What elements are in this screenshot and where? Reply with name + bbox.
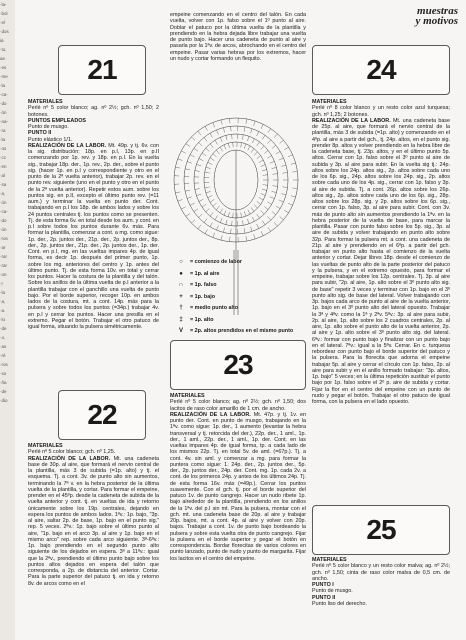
legend-label: = 1p. falso <box>190 282 217 288</box>
edge-text-fragment: ·ón <box>0 227 7 232</box>
stitch-mark <box>208 196 213 198</box>
legend-label: = comienzo de labor <box>190 259 242 265</box>
stitch-mark <box>206 148 210 152</box>
stitch-mark <box>252 139 254 143</box>
stitch-mark <box>273 186 278 187</box>
edge-text-fragment: ·la- <box>0 2 7 7</box>
stitch-mark <box>202 153 206 156</box>
legend-item <box>176 280 293 292</box>
stitch-mark <box>288 203 293 205</box>
stitch-mark <box>261 146 264 150</box>
stitch-mark <box>199 158 203 160</box>
stitch-mark <box>233 213 234 218</box>
legend-item <box>176 292 293 304</box>
edge-text-fragment: ae <box>0 56 6 61</box>
edge-text-fragment: ·el <box>0 20 6 25</box>
stitch-mark <box>244 127 245 132</box>
stitch-mark <box>220 218 222 223</box>
stitch-mark <box>244 144 246 149</box>
stitch-mark <box>261 124 263 129</box>
stitch-mark <box>230 118 231 123</box>
stitch-mark <box>246 119 247 124</box>
pattern-22-continuation: empeine comenzando en el centro del talón. En cada vuelta, volver con 1p. falso sobre el 1º punto al aire. Doblar el patuco por la última vuelta de la plantilla y prendiendo en la hebra dejada libre trabajar una vuelta de punto bajo. Hacer una cadeneta de punto al aire y pasarla por la 1ªv. de arcos, abrochando en el centro del empeine. Pasar varias hebras por los extremos, hacer un nudo y cortar formando un flequito. <box>170 12 306 62</box>
edge-text-fragment: ·ra <box>0 128 6 133</box>
stitch-mark <box>248 146 250 151</box>
stitch-mark <box>181 207 185 209</box>
stitch-mark <box>280 140 284 143</box>
edge-text-fragment: ·r <box>0 281 3 286</box>
stitch-mark <box>186 144 190 147</box>
stitch-mark <box>199 214 203 218</box>
pattern-number-box-22 <box>58 390 146 440</box>
stitch-mark <box>244 211 246 216</box>
stitch-mark <box>197 164 202 166</box>
stitch-mark <box>264 206 268 209</box>
stitch-mark <box>210 133 213 137</box>
stitch-mark <box>283 187 288 188</box>
stitch-mark <box>197 194 202 196</box>
stitch-mark <box>252 217 254 221</box>
pattern-number: 24 <box>366 54 396 85</box>
edge-text-fragment: ·en <box>0 164 7 169</box>
stitch-mark <box>226 135 227 140</box>
stitch-mark <box>270 197 275 199</box>
stitch-mark <box>272 191 277 192</box>
pattern-number: 21 <box>87 54 117 85</box>
legend-label: = 1p. alto <box>190 316 214 323</box>
stitch-mark <box>267 202 271 205</box>
edge-text-fragment: ·la <box>0 137 6 142</box>
stitch-mark <box>261 165 266 167</box>
edge-text-fragment: ·de <box>0 326 7 331</box>
stitch-mark <box>273 174 278 175</box>
edge-text-fragment: ·dos <box>0 29 9 34</box>
stitch-mark <box>185 169 190 170</box>
stitch-mark <box>221 235 222 240</box>
stitch-mark <box>186 214 190 217</box>
stitch-mark <box>187 197 192 199</box>
pattern-number: 25 <box>366 514 396 545</box>
edge-text-fragment: ·sa <box>0 182 7 187</box>
edge-text-fragment: ·to, <box>0 47 7 52</box>
stitch-mark <box>280 217 284 220</box>
stitch-mark <box>190 155 194 157</box>
edge-text-fragment: ·o, <box>0 335 6 340</box>
legend-symbol: ● <box>179 270 183 277</box>
stitch-mark <box>223 128 224 133</box>
legend-symbol: V <box>178 328 183 334</box>
pattern-23-text: MATERIALES Perlé nº 5 color blanco; ag. nº 2½; gch. nº 1,50; dos lacitos de raso color amarillo de 1 cm. de ancho. REALIZACIÓN DE LA LABOR. Mt. 47p. y tj. 1v. en punto der. Cont. en punto de musgo, trabajando en la 1ªv. como sigue: 1p. der., 1 aumento (levantar la hebra transversal y tj. retorcida del der.), 22p. der., 1 aml., 1p. der., 1 aml., 22p. der., 1 aml., 1p. der. Cont. en las vueltas impares 4p. de igual forma, tp. a cada lado de los mismos 22p. Tj. en total 5v. de aml. (=67p.). Tj. a cont. 4v. sin aml. y comenzar a mg. para formar la puntera como sigue: 1. 24p. der., 2p. juntos der., 5p. der., 2p. juntos der., 24p. der. Cont. mg. 1p. cada 2v. a cont. de los primeros 24p. y antes de los últimos 24p. Tj. de esta forma 16v. más (=49p.). Cerrar los puntos suavemente. Con el gch. tj. por el borde superior del patuco 1v. de punto cangrejo. Hacer un nudo ribete 1p. bajo alrededor de la plantilla, prendiendo en los anillos de la 1ªv. del p.I sin mt. Para la pulsera, montar con el gch. mt. una cadeneta base de 20p. al aire y trabajar 20p. bajos, mt. a cont. 4p. al aire y volver con 20p. bajos. Trabajar a cont. 1v. de punto bajo bordeando la pulsera y sobre esta vuelta otra de punto cangrejo. Fijar la pulsera en el borde superior y pegar el botón en correspondencia. Bordar florecitas de varios colores en punto lanzado, punto de nudo y punto de margarita. Fijar los lacitos en el centro del empeine. <box>170 393 306 562</box>
stitch-mark <box>232 134 233 139</box>
stitch-mark <box>204 137 207 141</box>
legend-label: = 1p. bajo <box>190 293 216 300</box>
stitch-mark <box>216 150 219 154</box>
stitch-mark <box>241 213 242 218</box>
stitch-mark <box>247 219 249 224</box>
stitch-mark <box>262 135 265 139</box>
stitch-mark <box>217 130 219 135</box>
stitch-mark <box>262 221 265 225</box>
legend-item <box>176 303 293 315</box>
pattern-number-box-23 <box>170 340 306 390</box>
stitch-mark <box>281 165 286 166</box>
stitch-mark <box>272 145 276 148</box>
stitch-mark <box>254 121 256 126</box>
stitch-mark <box>210 199 214 202</box>
edge-text-fragment: ·me <box>0 74 8 79</box>
stitch-mark <box>216 206 219 210</box>
stitch-mark <box>191 137 195 141</box>
edge-text-fragment: ·al <box>0 173 6 178</box>
stitch-mark <box>175 167 180 168</box>
legend-item <box>176 269 293 281</box>
legend-symbol: ‡ <box>179 316 183 323</box>
stitch-mark <box>210 158 214 161</box>
edge-text-fragment: ·as <box>0 344 7 349</box>
stitch-mark <box>213 154 217 158</box>
stitch-mark <box>267 140 270 144</box>
edge-text-fragment: ·bol <box>0 11 8 16</box>
stitch-mark <box>241 143 242 148</box>
stitch-mark <box>257 132 259 137</box>
legend-item <box>176 257 293 269</box>
stitch-mark <box>283 173 288 174</box>
pattern-number-box-24 <box>312 45 450 95</box>
stitch-mark <box>206 209 210 213</box>
legend-label: = 2p. altos prendidos en el mismo punto <box>190 328 294 334</box>
stitch-mark <box>288 155 293 157</box>
pattern-21-text: MATERIALES Perlé nº 5 color blanco; ag. nº 2½; gch. nº 1,50; 2 botones. PUNTOS EMPLEADOS Punto de musgo. PUNTO II Punto elástico 1/1. REALIZACIÓN DE LA LABOR. Mt. 49p. y tj. 6v. con la sig. distribución: 18p. en p.I, 13p. en p.II comenzando por 1p. rev. y 18p. en p.I. En la vuelta sig., trabajar 18p. der., 1p. rev., 2p. der., sobre el punto sig. (hacer 1p. en p.I y correspondiente y otro en el punto de la 2ª vuelta anterior), trabajar 2p. rev. en el punto rev. siguiente (uno en el punto y otro en el punto de la 2ª vuelta anterior). Repetir estos aum. sobre los puntos sig. en p.II, excepto el último punto rev. (=11 aum.) y terminar la vuelta en punto der. Cont. trabajando en p.I los 18p. de ambos lados y sobre los 24 puntos centrales tj. los puntos como se presenten. Tj. de esta forma 6v. en total desde los aum. y cont. en p.I sobre todos los puntos durante 6v. más. Para formar la plantilla, comenzar a cont. a mg. como sigue: 1p. der., 2p. juntos der., 21p. der., 2p. juntos der., 8p. der., 2p. juntos der., 21p. der., 2p. juntos der., 1p. der. Cont. en p.I, mg. en las vueltas impares 4p. de igual forma, es decir 1p. después del primer punto, 1p. sobre los mg. anteriores del centro y 1p. antes del último punto. Tj. de esta forma 10v. en total y cerrar los puntos. Hacer la costura de la plantilla y del talón. Sobre los anillos de la última vuelta de p.I anterior a la plantilla trabajar con el ganchillo una vuelta de punto bajo. Por el borde superior, recoger 10p. en ambos lados de la costura, mt. a cont. 14p. más para la pulsera y sobre todos los puntos (=34p.) trabajar 4v. en p.I y cerrar los puntos. Hacer una presilla en el extremo. Pegar el botón. Trabajar el otro patuco de igual forma, situando la pulsera simétricamente. <box>28 99 159 330</box>
stitch-mark <box>221 120 222 125</box>
pattern-25-text: MATERIALES Perlé nº 5 color blanco y un resto color malva; ag. nº 2½; gch. nº 1,50; cinta de raso color malva de 0,5 cm. de ancho. PUNTO I Punto de musgo. PUNTO II Punto liso del derecho. <box>312 557 450 607</box>
stitch-mark <box>281 194 286 195</box>
left-page-edge <box>0 0 15 640</box>
stitch-mark <box>198 225 201 229</box>
stitch-mark <box>268 227 271 231</box>
stitch-mark <box>279 158 284 160</box>
stitch-mark <box>206 191 211 193</box>
stitch-mark <box>259 198 263 201</box>
edge-text-fragment: ·a, <box>0 191 6 196</box>
edge-text-fragment: ·rar <box>0 263 7 268</box>
stitch-mark <box>251 149 254 153</box>
stitch-mark <box>259 160 263 163</box>
stitch-mark <box>251 129 253 134</box>
edge-text-fragment: ·do <box>0 101 7 106</box>
edge-text-fragment: ia <box>0 38 4 43</box>
edge-text-fragment: ·ré <box>0 353 6 358</box>
stitch-mark <box>205 172 210 173</box>
stitch-mark <box>206 167 211 169</box>
stitch-mark <box>204 219 207 223</box>
pattern-number-box-25 <box>312 505 450 555</box>
stitch-mark <box>208 162 213 164</box>
stitch-mark <box>205 126 208 130</box>
legend-symbol: ○ <box>179 259 183 265</box>
edge-text-fragment: ·rar <box>0 254 7 259</box>
stitch-mark <box>195 189 200 190</box>
stitch-mark <box>247 136 249 141</box>
stitch-mark <box>274 134 277 138</box>
stitch-mark <box>213 203 217 207</box>
stitch-mark <box>257 201 261 204</box>
stitch-mark <box>224 145 226 150</box>
pattern-number: 22 <box>87 399 117 430</box>
stitch-mark <box>178 159 183 161</box>
stitch-mark <box>257 142 260 146</box>
stitch-mark <box>223 228 224 233</box>
stitch-mark <box>202 204 206 207</box>
stitch-mark <box>190 203 194 205</box>
stitch-mark <box>274 222 277 226</box>
stitch-mark <box>199 143 203 147</box>
stitch-mark <box>205 229 208 233</box>
stitch-mark <box>213 233 215 238</box>
stitch-mark <box>198 131 201 135</box>
edge-text-fragment: ·on <box>0 272 7 277</box>
stitch-mark <box>272 212 276 215</box>
edge-text-fragment: ·la <box>0 290 6 295</box>
edge-text-fragment: ·ar <box>0 245 6 250</box>
edge-text-fragment: ·ros <box>0 236 8 241</box>
edge-text-fragment: ·a, <box>0 299 6 304</box>
edge-text-fragment: ·la <box>0 83 6 88</box>
stitch-mark <box>262 189 267 190</box>
stitch-mark <box>220 209 223 213</box>
stitch-mark <box>257 214 260 218</box>
stitch-mark <box>242 220 243 225</box>
edge-text-fragment: ·na- <box>0 119 9 124</box>
stitch-mark <box>195 170 200 171</box>
stitch-mark <box>257 156 261 159</box>
brand-logo: muestras y motivos <box>415 5 458 27</box>
stitch-mark <box>217 225 219 230</box>
edge-text-fragment: ·so <box>0 371 7 376</box>
edge-text-fragment: ·cc <box>0 155 6 160</box>
stitch-mark <box>279 200 284 202</box>
stitch-mark <box>292 171 297 172</box>
stitch-mark <box>191 220 195 224</box>
stitch-mark <box>263 175 268 176</box>
stitch-mark <box>257 224 259 229</box>
edge-text-fragment: ·de <box>0 389 7 394</box>
legend-label: = 1p. al aire <box>190 270 220 277</box>
stitch-mark <box>261 231 263 236</box>
stitch-mark <box>262 170 267 171</box>
stitch-mark <box>228 212 229 217</box>
stitch-mark <box>284 147 288 150</box>
stitch-mark <box>230 237 231 242</box>
stitch-mark <box>267 216 270 220</box>
edge-text-fragment: ·ón <box>0 200 7 205</box>
stitch-mark <box>261 211 264 215</box>
stitch-mark <box>242 135 243 140</box>
legend-item <box>176 315 293 327</box>
stitch-mark <box>251 227 253 232</box>
stitch-mark <box>220 147 223 151</box>
stitch-mark <box>233 142 234 147</box>
edge-text-fragment: ·lo <box>0 317 6 322</box>
stitch-mark <box>232 221 233 226</box>
edge-text-fragment: ·ca- <box>0 92 8 97</box>
stitch-mark <box>261 193 266 195</box>
pattern-number-box-21 <box>58 45 146 95</box>
pattern-24-text: MATERIALES Perlé nº 8 color blanco y un resto color azul turquesa; gch. nº 1,25; 2 botones. REALIZACIÓN DE LA LABOR. Mt. una cadeneta base de 25p. al aire, que formará el nervio central de la plantilla, más 3 de subida (=1p. alto) y comenzando en el 4ºp. al aire a partir del gch., tj. 24p. altos, en el punto sig. prender 8p. altos y volver prendiendo en la hebra libre de la cadeneta base, tj. 23p. altos, y en el último punto 5p. altos. Cerrar con 1p. falso sobre el 3º punto al aire de subida y 3p. al aire para subir. En la vuelta sig tj.: 24p. altos sobre los 24p. altos sig., 2p. altos sobre cada uno de los 6p. sig., 24p. altos sobre los 24p. sig., 2p. altos sobre cada uno de los 4p. sig., cerrar con 1p. falso y 3p. al aire de subida. Tj. a cont. 26p. altos sobre los 26p. altos sig., 2p. altos sobre cada uno de los 6p. sig., 28p. altos sobre los 28p. sig. y 2p. altos sobre los 6p. sig., cerrar con 1p. falso, 3p. al aire para subir. Cont. con 3v. más de punto alto sin aumentos prendiendo la 1ªv. en la hebra posterior de la vuelta de base, para marcar la plantilla. Pasar con punto falso sobre los 5p. sig., 3p. al aire de subida y volver trabajando en punto alto sobre 32p. Para formar la pulsera mt. a cont. una cadeneta de 21p. al aire y prendiendo en el 6ºp. a partir del gch. trabajar en punto alto hasta el comienzo de la vuelta anterior y cortar. Dejar libres 18p. desde el comienzo de las vueltas de punto alto de la parte posterior del patuco y la pulsera, y en el extremo opuesto, para formar el empeine, trabajar sobre los 12p. centrales. Tj. 3p. al aire para subir, "2p. al aire, 1p. alto sobre el 3º punto alto sig. de base" repetir 3 veces y terminar con 1p. bajo en el 3º punto alto sig. de base del lateral. Volver trabajando con 3p. bajos cada arco de punto al aire de la vuelta anterior, 1p. bajo en el 3º punto alto del lateral opuesto. Trabajar la 3ª y 4ªv. como la 1ª y 2ªv. 5ªv.: 3p. al aire para subir, 2p. al aire, 1p. alto sobre los 2 cuadros centrales, 2p. al aire, 1p. alto sobre el punto alto de la vuelta anterior, 2p. al aire y 1p. alto sobre el 3º punto alto sig. del lateral. 6ªv.: formar con punto bajo y finalizar con un punto bajo en el lateral. 7ªv.: igual a la 5ªv. Cerrar. En c. turquesa rebordear con punto bajo el borde superior del patuco y la pulsera. Para la florecita que adorna el empeine trabajar 5p. al aire y cerrar el círculo con 1p. falso, 2p. al aire para subir y en el anillo formado trabajar: "3p. altos, 1p. bajo" 5 veces; en la última repetición sustituir el punto bajo por 1p. falso sobre el 2º p. aire de subida y cortar. Fijar la flor en el centro del empeine con un punto de nudo y pegar el botón. Trabajar el otro patuco de igual forma, con la pulsera en el lado opuesto. <box>312 99 451 405</box>
stitch-mark <box>248 210 250 215</box>
stitch-mark <box>226 220 227 225</box>
stitch-mark <box>267 156 271 159</box>
stitch-mark <box>292 188 297 189</box>
stitch-mark <box>178 200 183 202</box>
stitch-mark <box>272 167 277 168</box>
legend-symbol: ∩ <box>178 282 184 288</box>
stitch-mark <box>254 205 257 209</box>
stitch-mark <box>276 151 280 154</box>
edge-text-fragment: ·ón <box>0 110 7 115</box>
stitch-mark <box>215 216 218 220</box>
pattern-22-text: MATERIALES Perlé nº 5 color blanco; gch. nº 1,25. REALIZACIÓN DE LA LABOR. Mt. una cadeneta base de 30p. al aire, que formará el nervio central de la plantilla, más 3 de subida (=1p. alto) y tj. el esquema. Tj. a cont. 3v. de punto alto sin aumentos, terminando la 7ª v. en la hebra posterior de la última vuelta de la plantilla, y cortar. Para formar el empeine, prender en el 45ºp. desde la cadeneta de subida de la vuelta anterior y cont. tj. en vueltas de ida y retorno únicamente sobre los 19p. centrales, dejando en espera los puntos de ambos lados. 1ªv.: 1p. bajo, "3p. al aire, saltar 2p. de base, 1p. bajo en el punto sig." rep. 5 veces. 2ªv.: 1p. bajo sobre el último punto al aire, "1p. bajo en el arco 3p. al aire y 1p. bajo en el mismo arco" rep. sobre cada arco siguiente. 3ª-6ªv.: 1p. bajo prendiendo en el segundo punto alto siguiente de los dejados en espera. 3ª a 11ªv.: igual que la 2ªv., prendiendo el último punto bajo sobre los puntos altos dejados en espera del talón que corresponda, a 2p. de distancia del anterior. Cortar. Para la parte superior del patuco tj. en ida y retorno 8v. de arcos como en el <box>28 443 160 587</box>
stitch-mark <box>231 126 232 131</box>
edge-text-fragment: ·es <box>0 65 7 70</box>
legend-symbol: + <box>179 293 183 300</box>
stitch-mark <box>210 144 213 148</box>
pattern-number: 23 <box>223 349 253 380</box>
edge-text-fragment: ·ña <box>0 380 7 385</box>
edge-text-fragment: ·a. <box>0 308 6 313</box>
stitch-mark <box>291 196 296 197</box>
edge-text-fragment: ·ca- <box>0 209 8 214</box>
edge-text-fragment: ·ros <box>0 362 8 367</box>
legend-symbol: † <box>179 305 183 311</box>
stitch-mark <box>194 209 198 212</box>
stitch-mark <box>254 234 256 239</box>
stitch-mark <box>194 148 198 151</box>
chart-legend <box>176 257 293 338</box>
stitch-mark <box>244 228 245 233</box>
stitch-mark <box>284 210 288 213</box>
stitch-mark <box>231 229 232 234</box>
stitch-mark <box>215 140 218 144</box>
edge-text-fragment: ·os <box>0 146 7 151</box>
stitch-mark <box>251 207 254 211</box>
stitch-mark <box>268 129 271 133</box>
legend-item <box>176 326 293 338</box>
legend-label: = medio punto alto <box>190 305 239 311</box>
stitch-mark <box>270 161 275 163</box>
stitch-mark <box>205 187 210 188</box>
stitch-mark <box>263 185 268 186</box>
edge-text-fragment: ·dio <box>0 398 8 403</box>
stitch-mark <box>210 212 213 216</box>
stitch-mark <box>276 206 280 209</box>
edge-text-fragment: ·do <box>0 218 7 223</box>
stitch-mark <box>220 137 222 142</box>
stitch-mark <box>210 222 213 226</box>
stitch-mark <box>246 236 247 241</box>
stitch-mark <box>224 211 226 216</box>
stitch-mark <box>228 143 229 148</box>
stitch-mark <box>291 163 296 164</box>
stitch-mark <box>213 123 215 128</box>
stitch-mark <box>175 192 180 193</box>
stitch-mark <box>185 190 190 191</box>
stitch-mark <box>254 152 257 156</box>
stitch-mark <box>181 151 185 153</box>
stitch-mark <box>264 150 268 153</box>
stitch-mark <box>199 199 203 201</box>
stitch-mark <box>187 162 192 164</box>
